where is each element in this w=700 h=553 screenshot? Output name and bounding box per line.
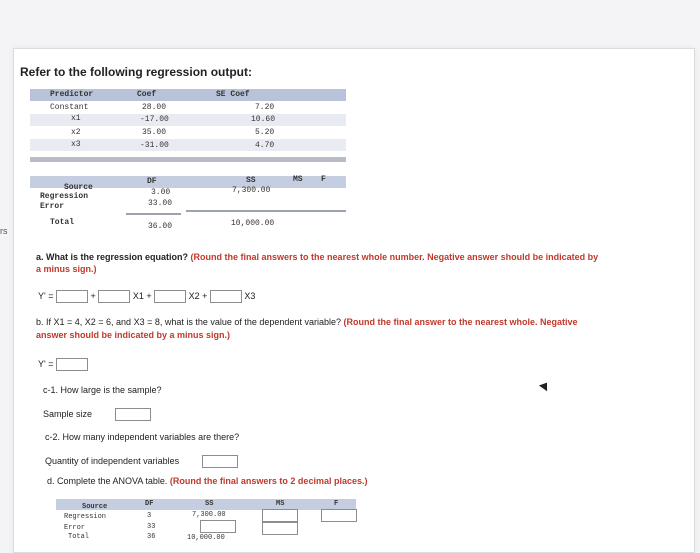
x3-term-label: X3: [244, 290, 256, 301]
row-constant-label: Constant: [50, 103, 89, 112]
anova-regression-df: 3.00: [151, 188, 171, 197]
coef-x3-input[interactable]: [210, 290, 242, 303]
x2-term-label: X2 +: [188, 290, 208, 301]
independent-vars-input[interactable]: [202, 455, 238, 468]
anova-total-ss: 10,000.00: [231, 219, 275, 228]
row-constant-se: 7.20: [255, 103, 275, 112]
question-c2-text: c-2. How many independent variables are there?: [45, 432, 240, 442]
ms-error-input[interactable]: [262, 522, 298, 535]
anova-error-label: Error: [40, 202, 65, 211]
predicted-value-row: [38, 358, 88, 371]
question-a-note-cont: a minus sign.): [36, 264, 97, 274]
anova2-regression-ss: 7,300.00: [192, 511, 226, 519]
f-value-input[interactable]: [321, 509, 357, 522]
anova-header-source: Source: [64, 183, 93, 192]
question-b-note-cont: answer should be indicated by a minus sign.): [36, 330, 231, 340]
anova-ss-rule: [186, 210, 346, 212]
question-a-text: a. What is the regression equation?: [36, 252, 189, 262]
anova2-header-df: DF: [145, 500, 154, 508]
question-d-text: d. Complete the ANOVA table.: [47, 476, 168, 486]
intercept-input[interactable]: [56, 290, 88, 303]
independent-vars-row: [45, 455, 238, 468]
plus-sign: +: [90, 290, 96, 301]
sample-size-row: [43, 408, 151, 421]
anova-total-label: Total: [50, 218, 75, 227]
anova-df-rule: [126, 213, 181, 215]
anova2-header-ms: MS: [276, 500, 285, 508]
anova2-header-source: Source: [82, 503, 108, 511]
ms-regression-input[interactable]: [262, 509, 298, 522]
predicted-value-input[interactable]: [56, 358, 88, 371]
anova2-header-ss: SS: [205, 500, 214, 508]
row-x1-coef: -17.00: [140, 115, 169, 124]
anova-total-df: 36.00: [148, 222, 173, 231]
regression-equation: [38, 290, 255, 303]
anova-regression-label: Regression: [40, 192, 89, 201]
anova-error-df: 33.00: [148, 199, 173, 208]
question-a: [36, 251, 676, 275]
anova2-regression-label: Regression: [64, 513, 107, 521]
question-c1-text: c-1. How large is the sample?: [43, 385, 162, 395]
independent-vars-label: Quantity of independent variables: [45, 455, 180, 466]
anova2-regression-df: 3: [147, 512, 152, 520]
yhat-b-label: Y' =: [38, 358, 54, 369]
anova2-error-label: Error: [64, 524, 86, 532]
row-x3-coef: -31.00: [140, 141, 169, 150]
sample-size-label: Sample size: [43, 408, 93, 419]
anova-header-ss: SS: [246, 176, 256, 185]
header-se-coef: SE Coef: [216, 90, 250, 99]
anova-regression-ss: 7,300.00: [232, 186, 271, 195]
row-x1-label: x1: [71, 114, 81, 123]
anova2-error-df: 33: [147, 523, 156, 531]
intro-text: Refer to the following regression output:: [20, 65, 252, 79]
row-x3-se: 4.70: [255, 141, 275, 150]
question-b-note: (Round the final answer to the nearest whole. Negative: [343, 317, 578, 327]
question-d-note: (Round the final answers to 2 decimal places.): [169, 476, 368, 486]
anova2-total-df: 36: [147, 533, 156, 541]
anova-header-ms: MS: [293, 175, 303, 184]
anova2-total-ss: 10,000.00: [187, 534, 225, 542]
ss-error-input[interactable]: [200, 520, 236, 533]
question-a-note: (Round the final answers to the nearest whole number. Negative answer should be indicated by: [190, 252, 599, 262]
question-b-text: b. If X1 = 4, X2 = 6, and X3 = 8, what is the value of the dependent variable?: [36, 317, 341, 327]
row-x2-se: 5.20: [255, 128, 275, 137]
row-x1-se: 10.60: [251, 115, 276, 124]
coef-x2-input[interactable]: [154, 290, 186, 303]
anova2-header-f: F: [334, 500, 339, 508]
row-x3-label: x3: [71, 140, 81, 149]
anova2-total-label: Total: [68, 533, 90, 541]
coef-x1-input[interactable]: [98, 290, 130, 303]
sample-size-input[interactable]: [115, 408, 151, 421]
question-d: [47, 476, 367, 486]
header-predictor: Predictor: [50, 90, 94, 99]
x1-term-label: X1 +: [132, 290, 152, 301]
coef-table-bottom-rule: [30, 157, 346, 162]
anova-header-f: F: [321, 175, 326, 184]
row-x2-label: x2: [71, 128, 81, 137]
row-constant-coef: 28.00: [142, 103, 167, 112]
row-x2-coef: 35.00: [142, 128, 167, 137]
header-coef: Coef: [137, 90, 157, 99]
question-b: [36, 316, 676, 342]
yhat-label: Y' =: [38, 290, 54, 301]
anova-header-df: DF: [147, 177, 157, 186]
page-edge-mark: rs: [0, 226, 8, 236]
